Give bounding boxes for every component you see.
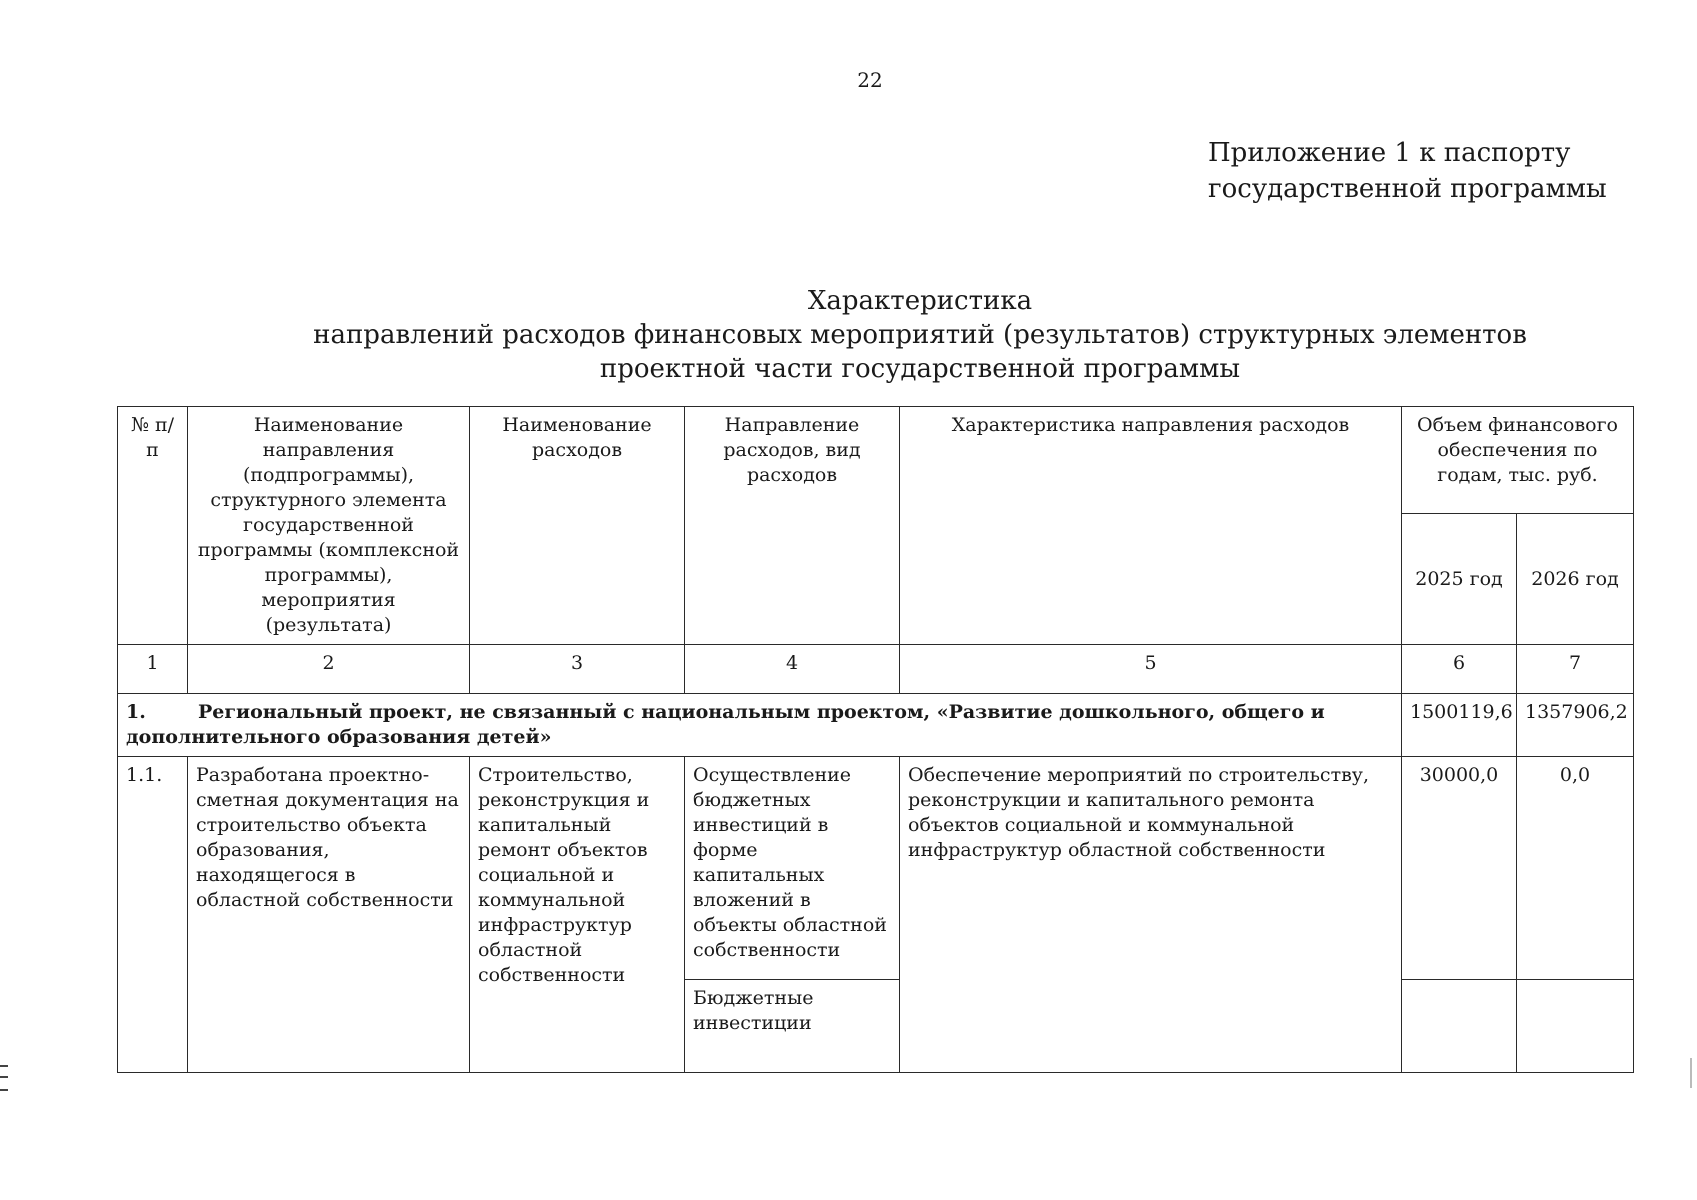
column-number: 4 — [685, 645, 900, 694]
section-number: 1. — [126, 701, 146, 723]
row-direction-b: Бюджетные инвестиции — [685, 980, 900, 1073]
appendix-note — [1208, 135, 1607, 207]
row-name: Разработана проектно-сметная документация на строительство объекта образования, находящегося в областной собственности — [188, 757, 470, 1073]
header-year-2026: 2026 год — [1517, 514, 1634, 645]
column-number: 7 — [1517, 645, 1634, 694]
column-number: 2 — [188, 645, 470, 694]
scan-edge-mark — [1690, 1058, 1697, 1088]
section-row — [118, 694, 1634, 757]
header-row — [118, 407, 1634, 514]
row-2025: 30000,0 — [1402, 757, 1517, 980]
appendix-line-1: Приложение 1 к паспорту — [1208, 138, 1571, 168]
section-title: Региональный проект, не связанный с национальным проектом, «Развитие дошкольного, общего и дополнительного образования детей» — [126, 701, 1325, 748]
section-2025: 1500119,6 — [1402, 694, 1517, 757]
row-number: 1.1. — [118, 757, 188, 1073]
column-number: 6 — [1402, 645, 1517, 694]
column-number: 3 — [470, 645, 685, 694]
header-name: Наименование направления (подпрограммы), структурного элемента государственной программы (комплексной программы), мероприятия (результата) — [188, 407, 470, 645]
section-2026: 1357906,2 — [1517, 694, 1634, 757]
title-line-1: Характеристика — [807, 286, 1033, 316]
header-funding: Объем финансового обеспечения по годам, тыс. руб. — [1402, 407, 1634, 514]
row-direction-a: Осуществление бюджетных инвестиций в форме капитальных вложений в объекты областной собственности — [685, 757, 900, 980]
header-characteristic: Характеристика направления расходов — [900, 407, 1402, 645]
header-number: № п/п — [118, 407, 188, 645]
document-title — [300, 284, 1540, 386]
expenses-table — [117, 406, 1634, 1073]
header-direction: Направление расходов, вид расходов — [685, 407, 900, 645]
table-row — [118, 757, 1634, 980]
scan-edge-mark — [0, 1065, 8, 1091]
appendix-line-2: государственной программы — [1208, 174, 1607, 204]
column-number: 1 — [118, 645, 188, 694]
title-line-3: проектной части государственной программы — [599, 354, 1241, 384]
column-numbers-row — [118, 645, 1634, 694]
header-expense-name: Наименование расходов — [470, 407, 685, 645]
row-expense-name: Строительство, реконструкция и капитальный ремонт объектов социальной и коммунальной инфраструктур областной собственности — [470, 757, 685, 1073]
row-empty-2025 — [1402, 980, 1517, 1073]
section-title-cell — [118, 694, 1402, 757]
header-year-2025: 2025 год — [1402, 514, 1517, 645]
row-characteristic: Обеспечение мероприятий по строительству, реконструкции и капитального ремонта объектов социальной и коммунальной инфраструктур областной собственности — [900, 757, 1402, 1073]
row-2026: 0,0 — [1517, 757, 1634, 980]
page-number: 22 — [857, 68, 883, 92]
column-number: 5 — [900, 645, 1402, 694]
title-line-2: направлений расходов финансовых мероприятий (результатов) структурных элементов — [313, 320, 1527, 350]
row-empty-2026 — [1517, 980, 1634, 1073]
